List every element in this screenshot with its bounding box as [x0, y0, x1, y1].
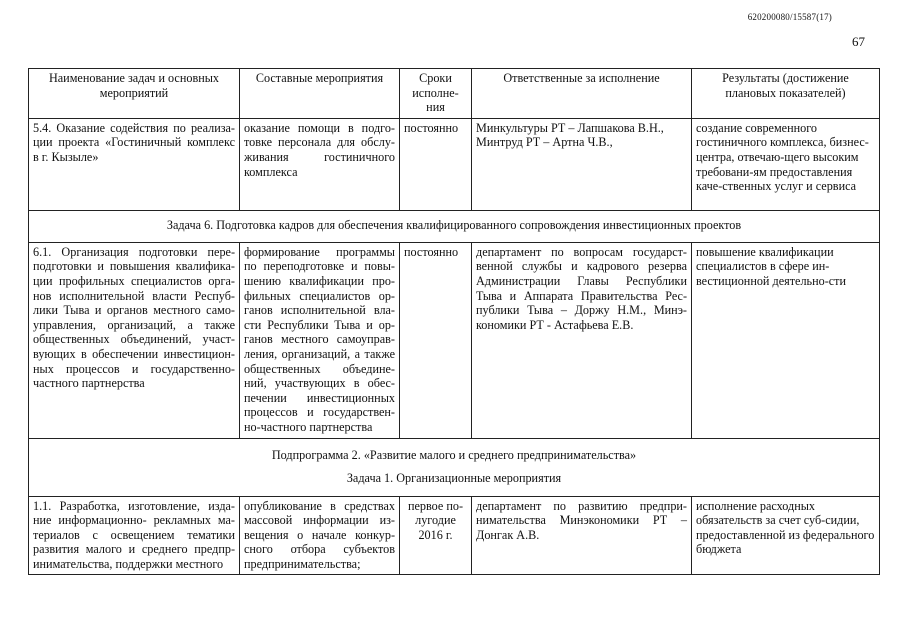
column-header-responsible: Ответственные за исполнение	[472, 69, 692, 119]
row-6-1-responsible: департамент по вопросам государст-венной службы и кадрового резерва Администрации Главы Республики Тыва и Аппарата Правительства Рес-публики Тыва – Доржу Н.М., Минэ-кономики РТ - Астафьева Е.В.	[472, 242, 692, 438]
row-6-1-name: 6.1. Организация подготовки пере-подготовки и повышения квалифика-ции профильных специалистов орга-нов исполнительной власти Респуб-лики Тыва и органов местного само-управления, организаций, а также общественных объединений, участ-вующих в обеспечении инвестицион-ных процессов и государственно-частного партнерства	[29, 242, 240, 438]
column-header-activities: Составные мероприятия	[240, 69, 400, 119]
column-header-deadline: Сроки исполне-ния	[400, 69, 472, 119]
section-row	[29, 438, 880, 496]
row-1-1-responsible: департамент по развитию предпри-нимательства Минэкономики РТ – Донгак А.В.	[472, 496, 692, 575]
column-header-tasks: Наименование задач и основных мероприятий	[29, 69, 240, 119]
subprogram-section	[29, 438, 880, 496]
row-6-1-deadline: постоянно	[400, 242, 472, 438]
row-5-4-deadline: постоянно	[400, 118, 472, 210]
page-number: 67	[852, 34, 865, 49]
task-1-title: Задача 1. Организационные мероприятия	[346, 470, 562, 485]
row-6-1-activities: формирование программы по переподготовке и повы-шению квалификации про-фильных специалистов ор-ганов исполнительной вла-сти Республики Тыва и ор-ганов местного самоуправ-ления, организаций, а также общественных объедине-ний, участвующих в обес-печении инвестиционных процессов и государствен-но-частного партнерства	[240, 242, 400, 438]
table-row	[29, 118, 880, 210]
section-row	[29, 210, 880, 242]
task-6-title: Задача 6. Подготовка кадров для обеспечения квалифицированного сопровождения инвестиционных проектов	[29, 210, 880, 242]
row-1-1-activities: опубликование в средствах массовой информации из-вещения о начале конкур-сного отбора субъектов предпринимательства;	[240, 496, 400, 575]
program-table	[28, 68, 880, 575]
table-row	[29, 496, 880, 575]
row-1-1-deadline: первое по-лугодие 2016 г.	[400, 496, 472, 575]
table-row	[29, 242, 880, 438]
row-5-4-name: 5.4. Оказание содействия по реализа-ции проекта «Гостиничный комплекс в г. Кызыле»	[29, 118, 240, 210]
subprogram-2-title: Подпрограмма 2. «Развитие малого и среднего предпринимательства»	[271, 447, 637, 462]
document-id: 620200080/15587(17)	[747, 12, 832, 22]
table-header-row	[29, 69, 880, 119]
row-5-4-results: создание современного гостиничного комплекса, бизнес-центра, отвечаю-щего высоким требовани-ям предоставления каче-ственных услуг и сервиса	[692, 118, 880, 210]
row-1-1-name: 1.1. Разработка, изготовление, изда-ние информационно- рекламных ма-териалов с освещением тематики развития малого и среднего предпр-инимательства, поддержки местного	[29, 496, 240, 575]
row-5-4-activities: оказание помощи в подго-товке персонала для обслу-живания гостиничного комплекса	[240, 118, 400, 210]
row-6-1-results: повышение квалификации специалистов в сфере ин-вестиционной деятельно-сти	[692, 242, 880, 438]
column-header-results: Результаты (достижение плановых показателей)	[692, 69, 880, 119]
row-5-4-responsible: Минкультуры РТ – Лапшакова В.Н., Минтруд РТ – Артна Ч.В.,	[472, 118, 692, 210]
row-1-1-results: исполнение расходных обязательств за счет суб-сидии, предоставленной из федерального бюджета	[692, 496, 880, 575]
